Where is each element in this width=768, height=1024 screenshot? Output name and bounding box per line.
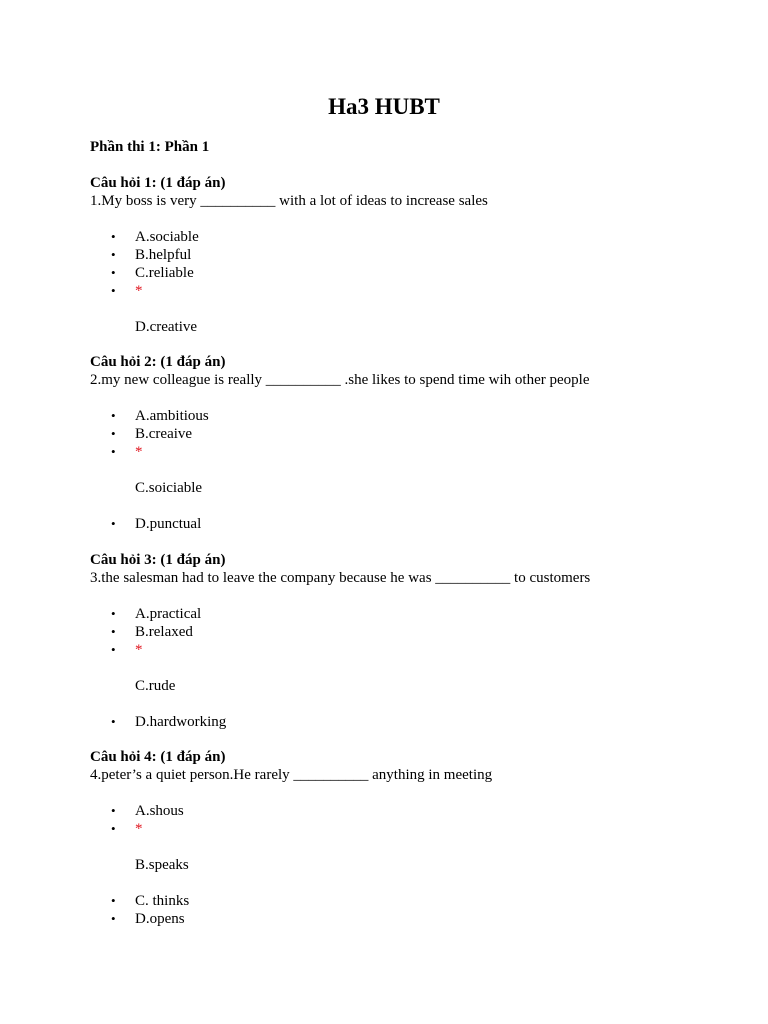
page-title: Ha3 HUBT xyxy=(328,94,440,119)
selected-marker xyxy=(90,282,710,300)
option-b: • B.relaxed xyxy=(90,623,710,641)
option-c: • C.reliable xyxy=(90,264,710,282)
asterisk-marker: * xyxy=(135,283,143,299)
question-header: Câu hỏi 4: (1 đáp án) xyxy=(90,749,226,765)
option-d: • D.opens xyxy=(90,910,710,928)
question-text: 4.peter’s a quiet person.He rarely __________ anything in meeting xyxy=(90,767,493,783)
question-3 xyxy=(90,551,710,731)
question-header: Câu hỏi 1: (1 đáp án) xyxy=(90,175,226,191)
option-d: • D.hardworking xyxy=(90,713,710,731)
option-list xyxy=(90,515,710,533)
option-c: • C. thinks xyxy=(90,892,710,910)
selected-answer: C.rude xyxy=(135,678,176,694)
option-a: • A.practical xyxy=(90,605,710,623)
question-header: Câu hỏi 2: (1 đáp án) xyxy=(90,354,226,370)
question-text: 1.My boss is very __________ with a lot of ideas to increase sales xyxy=(90,193,488,209)
question-text: 3.the salesman had to leave the company because he was __________ to customers xyxy=(90,570,591,586)
asterisk-marker: * xyxy=(135,821,143,837)
question-header: Câu hỏi 3: (1 đáp án) xyxy=(90,552,226,568)
option-b: • B.creaive xyxy=(90,425,710,443)
question-1 xyxy=(90,174,710,336)
selected-marker xyxy=(90,443,710,461)
option-a: • A.shous xyxy=(90,802,710,820)
question-text: 2.my new colleague is really __________ .she likes to spend time wih other people xyxy=(90,372,590,388)
selected-marker xyxy=(90,641,710,659)
option-b: • B.helpful xyxy=(90,246,710,264)
asterisk-marker: * xyxy=(135,642,143,658)
option-list xyxy=(90,802,710,838)
selected-answer: D.creative xyxy=(135,319,198,335)
option-d: • D.punctual xyxy=(90,515,710,533)
asterisk-marker: * xyxy=(135,444,143,460)
selected-answer: C.soiciable xyxy=(135,480,203,496)
selected-answer: B.speaks xyxy=(135,857,189,873)
section-title: Phần thi 1: Phần 1 xyxy=(90,139,210,155)
option-list xyxy=(90,407,710,461)
option-list xyxy=(90,228,710,300)
option-a: • A.sociable xyxy=(90,228,710,246)
option-a: • A.ambitious xyxy=(90,407,710,425)
question-2 xyxy=(90,353,710,533)
option-list xyxy=(90,892,710,928)
selected-marker xyxy=(90,820,710,838)
question-4 xyxy=(90,748,710,928)
option-list xyxy=(90,713,710,731)
option-list xyxy=(90,605,710,659)
